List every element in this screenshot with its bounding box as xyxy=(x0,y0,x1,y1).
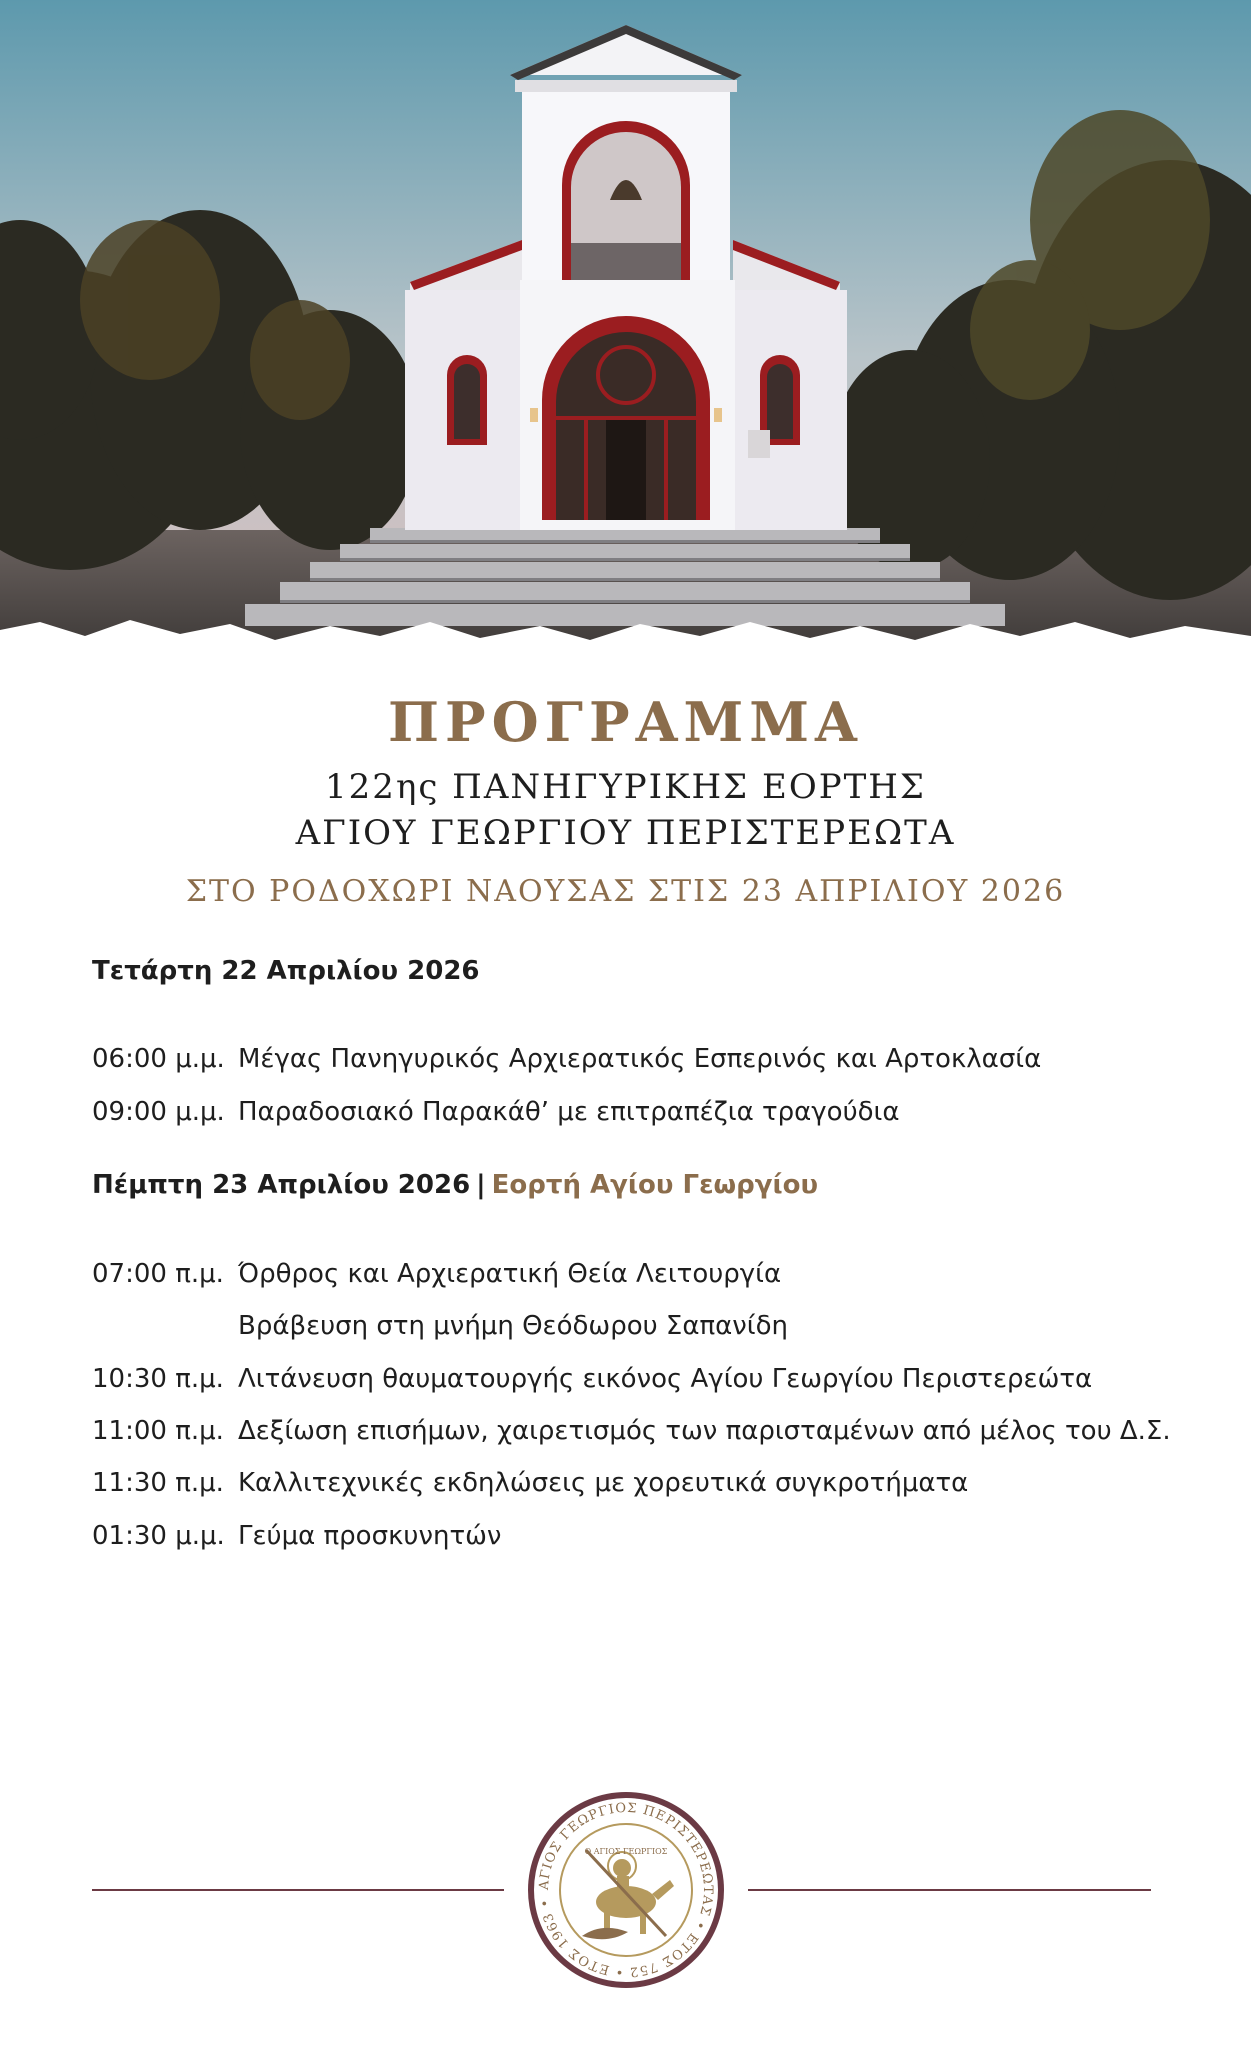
schedule-item xyxy=(92,1521,501,1551)
feast-name: Εορτή Αγίου Γεωργίου xyxy=(491,1170,819,1200)
footer-divider-left xyxy=(92,1889,504,1891)
day-separator: | xyxy=(476,1170,486,1200)
event-description: Μέγας Πανηγυρικός Αρχιερατικός Εσπερινός και Αρτοκλασία xyxy=(238,1044,1042,1074)
event-time: 10:30 π.μ. xyxy=(92,1364,224,1394)
location-date-line: ΣΤΟ ΡΟΔΟΧΩΡΙ ΝΑΟΥΣΑΣ ΣΤΙΣ 23 ΑΠΡΙΛΙΟΥ 2026 xyxy=(185,874,1066,909)
footer-divider-right xyxy=(748,1889,1151,1891)
event-description: Γεύμα προσκυνητών xyxy=(238,1521,502,1551)
event-description: Παραδοσιακό Παρακάθ’ με επιτραπέζια τραγούδια xyxy=(238,1097,900,1127)
schedule-item xyxy=(92,1044,1041,1074)
event-description: Βράβευση στη μνήμη Θεόδωρου Σαπανίδη xyxy=(238,1311,788,1341)
schedule-item xyxy=(92,1311,788,1341)
schedule-item xyxy=(92,1259,781,1289)
church-seal-logo xyxy=(526,1790,726,1990)
event-time: 06:00 μ.μ. xyxy=(92,1044,225,1074)
church-photo xyxy=(0,0,1251,650)
schedule-item xyxy=(92,1364,1092,1394)
saint-title: ΑΓΙΟΥ ΓΕΩΡΓΙΟΥ ΠΕΡΙΣΤΕΡΕΩΤΑ xyxy=(295,813,956,853)
event-time: 09:00 μ.μ. xyxy=(92,1097,225,1127)
festival-title: 122ης ΠΑΝΗΓΥΡΙΚΗΣ ΕΟΡΤΗΣ xyxy=(325,767,926,807)
day-heading-thursday xyxy=(92,1170,818,1200)
title-block xyxy=(0,690,1251,912)
event-time: 11:00 π.μ. xyxy=(92,1416,224,1446)
seal-text: ΑΓΙΟΣ ΓΕΩΡΓΙΟΣ ΠΕΡΙΣΤΕΡΕΩΤΑΣ • ΕΤΟΣ 752 • ΕΤΟΣ 1963 • xyxy=(536,1800,716,1980)
event-description: Λιτάνευση θαυματουργής εικόνος Αγίου Γεωργίου Περιστερεώτα xyxy=(238,1364,1093,1394)
event-description: Όρθρος και Αρχιερατική Θεία Λειτουργία xyxy=(238,1259,782,1289)
schedule-item xyxy=(92,1416,1171,1446)
schedule-item xyxy=(92,1097,899,1127)
program-title: ΠΡΟΓΡΑΜΜΑ xyxy=(388,690,863,754)
event-description: Καλλιτεχνικές εκδηλώσεις με χορευτικά συγκροτήματα xyxy=(238,1468,969,1498)
event-description: Δεξίωση επισήμων, χαιρετισμός των παρισταμένων από μέλος του Δ.Σ. xyxy=(238,1416,1171,1446)
day-date: Τετάρτη 22 Απριλίου 2026 xyxy=(92,956,480,986)
seal-inner-text: Ο ΑΓΙΟΣ ΓΕΩΡΓΙΟΣ xyxy=(584,1847,668,1856)
event-time: 11:30 π.μ. xyxy=(92,1468,224,1498)
day-heading-wednesday xyxy=(92,956,480,986)
day-date: Πέμπτη 23 Απριλίου 2026 xyxy=(92,1170,471,1200)
event-time: 07:00 π.μ. xyxy=(92,1259,224,1289)
schedule-item xyxy=(92,1468,968,1498)
event-time: 01:30 μ.μ. xyxy=(92,1521,225,1551)
